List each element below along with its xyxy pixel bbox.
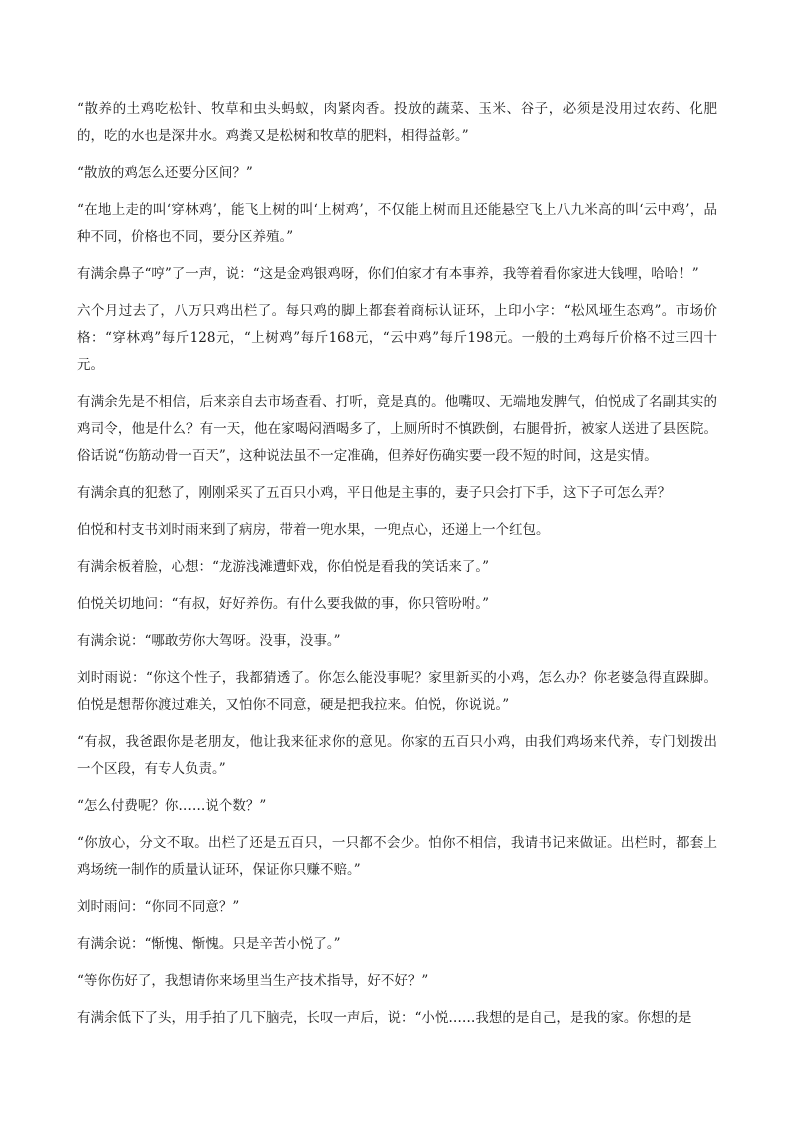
paragraph: “在地上走的叫‘穿林鸡’，能飞上树的叫‘上树鸡’，不仅能上树而且还能悬空飞上八九米高的叫‘云中鸡’，品种不同，价格也不同，要分区养殖。” xyxy=(77,202,717,245)
paragraph: “散放的鸡怎么还要分区间？” xyxy=(77,165,253,181)
paragraph: 有满余低下了头，用手拍了几下脑壳，长叹一声后，说：“小悦……我想的是自己，是我的家。你想的是 xyxy=(77,1010,692,1026)
paragraph: 有满余说：“惭愧、惭愧。只是辛苦小悦了。” xyxy=(77,936,341,952)
paragraph: 刘时雨问：“你同不同意？” xyxy=(77,899,240,915)
paragraph: 有满余真的犯愁了，刚刚采买了五百只小鸡，平日他是主事的，妻子只会打下手，这下子可怎么弄？ xyxy=(77,485,671,501)
paragraph: 刘时雨说：“你这个性子，我都猜透了。你怎么能没事呢？家里新买的小鸡，怎么办？你老婆急得直跺脚。伯悦是想帮你渡过难关，又怕你不同意，硬是把我拉来。伯悦，你说说。” xyxy=(77,670,717,713)
paragraph: “等你伤好了，我想请你来场里当生产技术指导，好不好？” xyxy=(77,973,429,989)
paragraph: 有满余先是不相信，后来亲自去市场查看、打听，竟是真的。他嘴叹、无端地发脾气，伯悦成了名副其实的鸡司令，他是什么？有一天，他在家喝闷酒喝多了，上厕所时不慎跌倒，右腿骨折，被家人送进了县医院。俗话说“伤筋动骨一百天”，这种说法虽不一定准确，但养好伤确实要一段不短的时间，这是实情。 xyxy=(77,394,717,464)
story-body xyxy=(77,96,717,1042)
paragraph: “你放心，分文不取。出栏了还是五百只，一只都不会少。怕你不相信，我请书记来做证。出栏时，都套上鸡场统一制作的质量认证环，保证你只赚不赔。” xyxy=(77,835,717,878)
paragraph: “散养的土鸡吃松针、牧草和虫头蚂蚁，肉紧肉香。投放的蔬菜、玉米、谷子，必须是没用过农药、化肥的，吃的水也是深井水。鸡粪又是松树和牧草的肥料，相得益彰。” xyxy=(77,101,717,144)
paragraph: “有叔，我爸跟你是老朋友，他让我来征求你的意见。你家的五百只小鸡，由我们鸡场来代养，专门划拨出一个区段，有专人负责。” xyxy=(77,734,717,777)
paragraph: 六个月过去了，八万只鸡出栏了。每只鸡的脚上都套着商标认证环，上印小字：“松风垭生态鸡”。市场价格：“穿林鸡”每斤128元，“上树鸡”每斤168元，“云中鸡”每斤198元。一般的土鸡每斤价格不过三四十元。 xyxy=(77,303,717,373)
paragraph: 有满余说：“哪敢劳你大驾呀。没事，没事。” xyxy=(77,633,341,649)
paragraph: 伯悦和村支书刘时雨来到了病房，带着一兜水果，一兜点心，还递上一个红包。 xyxy=(77,522,550,538)
paragraph: “怎么付费呢？你……说个数？” xyxy=(77,798,267,814)
paragraph: 有满余板着脸，心想：“龙游浅滩遭虾戏，你伯悦是看我的笑话来了。” xyxy=(77,559,490,575)
paragraph: 伯悦关切地问：“有叔，好好养伤。有什么要我做的事，你只管吩咐。” xyxy=(77,596,490,612)
paragraph: 有满余鼻子“哼”了一声，说：“这是金鸡银鸡呀，你们伯家才有本事养，我等着看你家进大钱哩，哈哈！” xyxy=(77,266,699,282)
